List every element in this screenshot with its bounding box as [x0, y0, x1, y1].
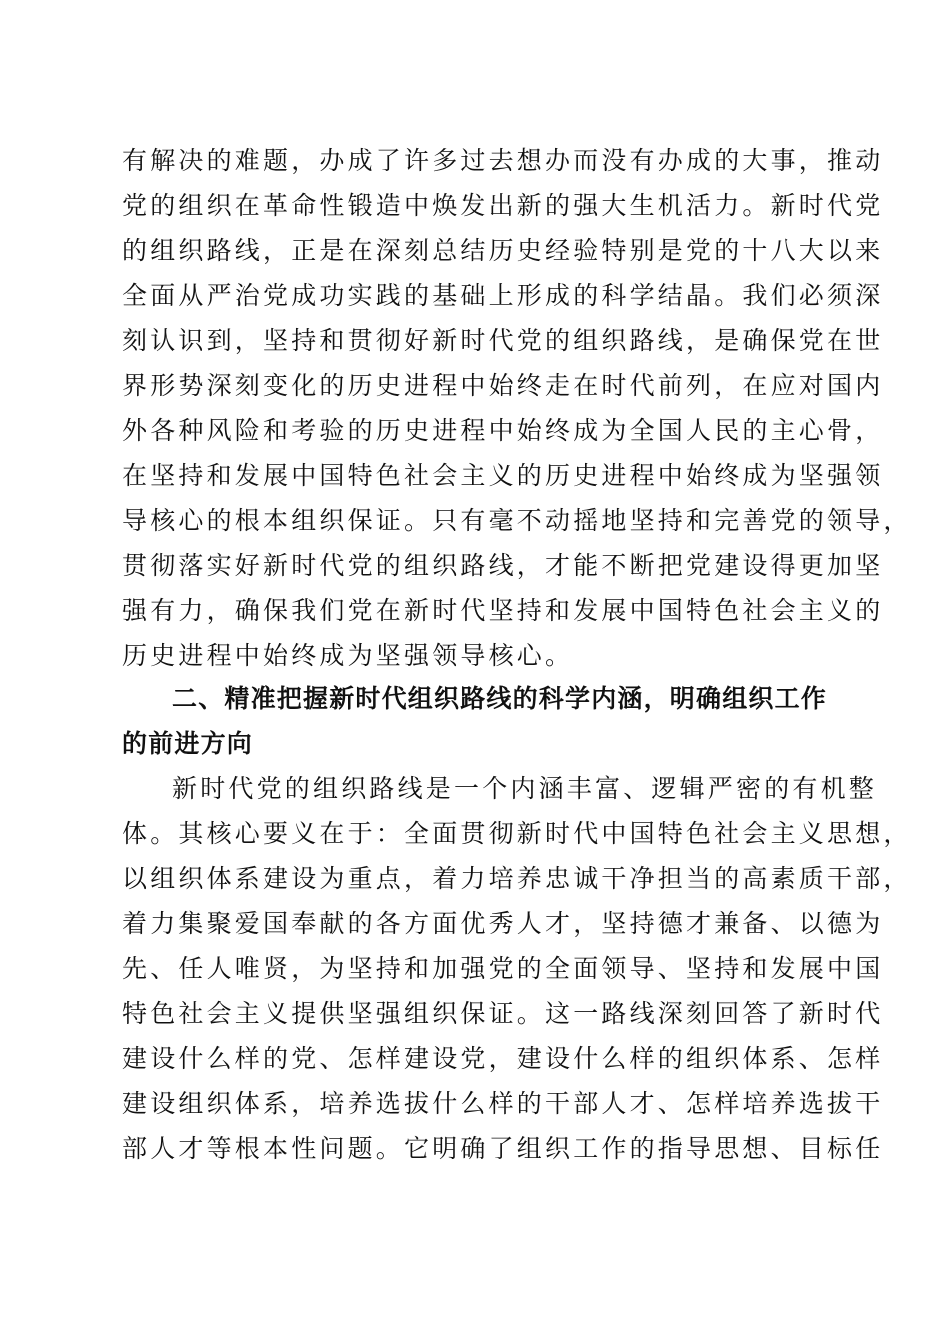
paragraph-2-line: 部人才等根本性问题。它明确了组织工作的指导思想、目标任 [122, 1134, 884, 1163]
paragraph-1 [122, 138, 912, 678]
paragraph-2-line: 新时代党的组织路线是一个内涵丰富、逻辑严密的有机整 [172, 774, 878, 803]
section-heading-line: 二、精准把握新时代组织路线的科学内涵，明确组织工作 [172, 684, 828, 713]
paragraph-2-line: 体。其核心要义在于：全面贯彻新时代中国特色社会主义思想， [122, 819, 912, 848]
paragraph-1-line: 全面从严治党成功实践的基础上形成的科学结晶。我们必须深 [122, 281, 884, 310]
paragraph-1-line: 贯彻落实好新时代党的组织路线，才能不断把党建设得更加坚 [122, 551, 884, 580]
paragraph-2-line: 特色社会主义提供坚强组织保证。这一路线深刻回答了新时代 [122, 999, 884, 1028]
paragraph-2-line: 着力集聚爱国奉献的各方面优秀人才，坚持德才兼备、以德为 [122, 909, 884, 938]
paragraph-1-line: 外各种风险和考验的历史进程中始终成为全国人民的主心骨， [122, 416, 884, 445]
section-heading [122, 676, 832, 766]
paragraph-1-line: 界形势深刻变化的历史进程中始终走在时代前列，在应对国内 [122, 371, 884, 400]
section-heading-line: 的前进方向 [122, 729, 254, 758]
paragraph-1-line: 在坚持和发展中国特色社会主义的历史进程中始终成为坚强领 [122, 461, 884, 490]
paragraph-1-line: 导核心的根本组织保证。只有毫不动摇地坚持和完善党的领导， [122, 506, 912, 535]
paragraph-2-line: 建设什么样的党、怎样建设党，建设什么样的组织体系、怎样 [122, 1044, 884, 1073]
paragraph-2-line: 建设组织体系，培养选拔什么样的干部人才、怎样培养选拔干 [122, 1089, 884, 1118]
paragraph-1-line: 党的组织在革命性锻造中焕发出新的强大生机活力。新时代党 [122, 191, 884, 220]
paragraph-2 [122, 766, 912, 1171]
paragraph-1-line: 刻认识到，坚持和贯彻好新时代党的组织路线，是确保党在世 [122, 326, 884, 355]
paragraph-1-line: 的组织路线，正是在深刻总结历史经验特别是党的十八大以来 [122, 236, 884, 265]
paragraph-2-line: 先、任人唯贤，为坚持和加强党的全面领导、坚持和发展中国 [122, 954, 884, 983]
paragraph-1-line: 有解决的难题，办成了许多过去想办而没有办成的大事，推动 [122, 146, 884, 175]
paragraph-1-line: 历史进程中始终成为坚强领导核心。 [122, 641, 574, 670]
paragraph-2-line: 以组织体系建设为重点，着力培养忠诚干净担当的高素质干部， [122, 864, 912, 893]
paragraph-1-line: 强有力，确保我们党在新时代坚持和发展中国特色社会主义的 [122, 596, 884, 625]
